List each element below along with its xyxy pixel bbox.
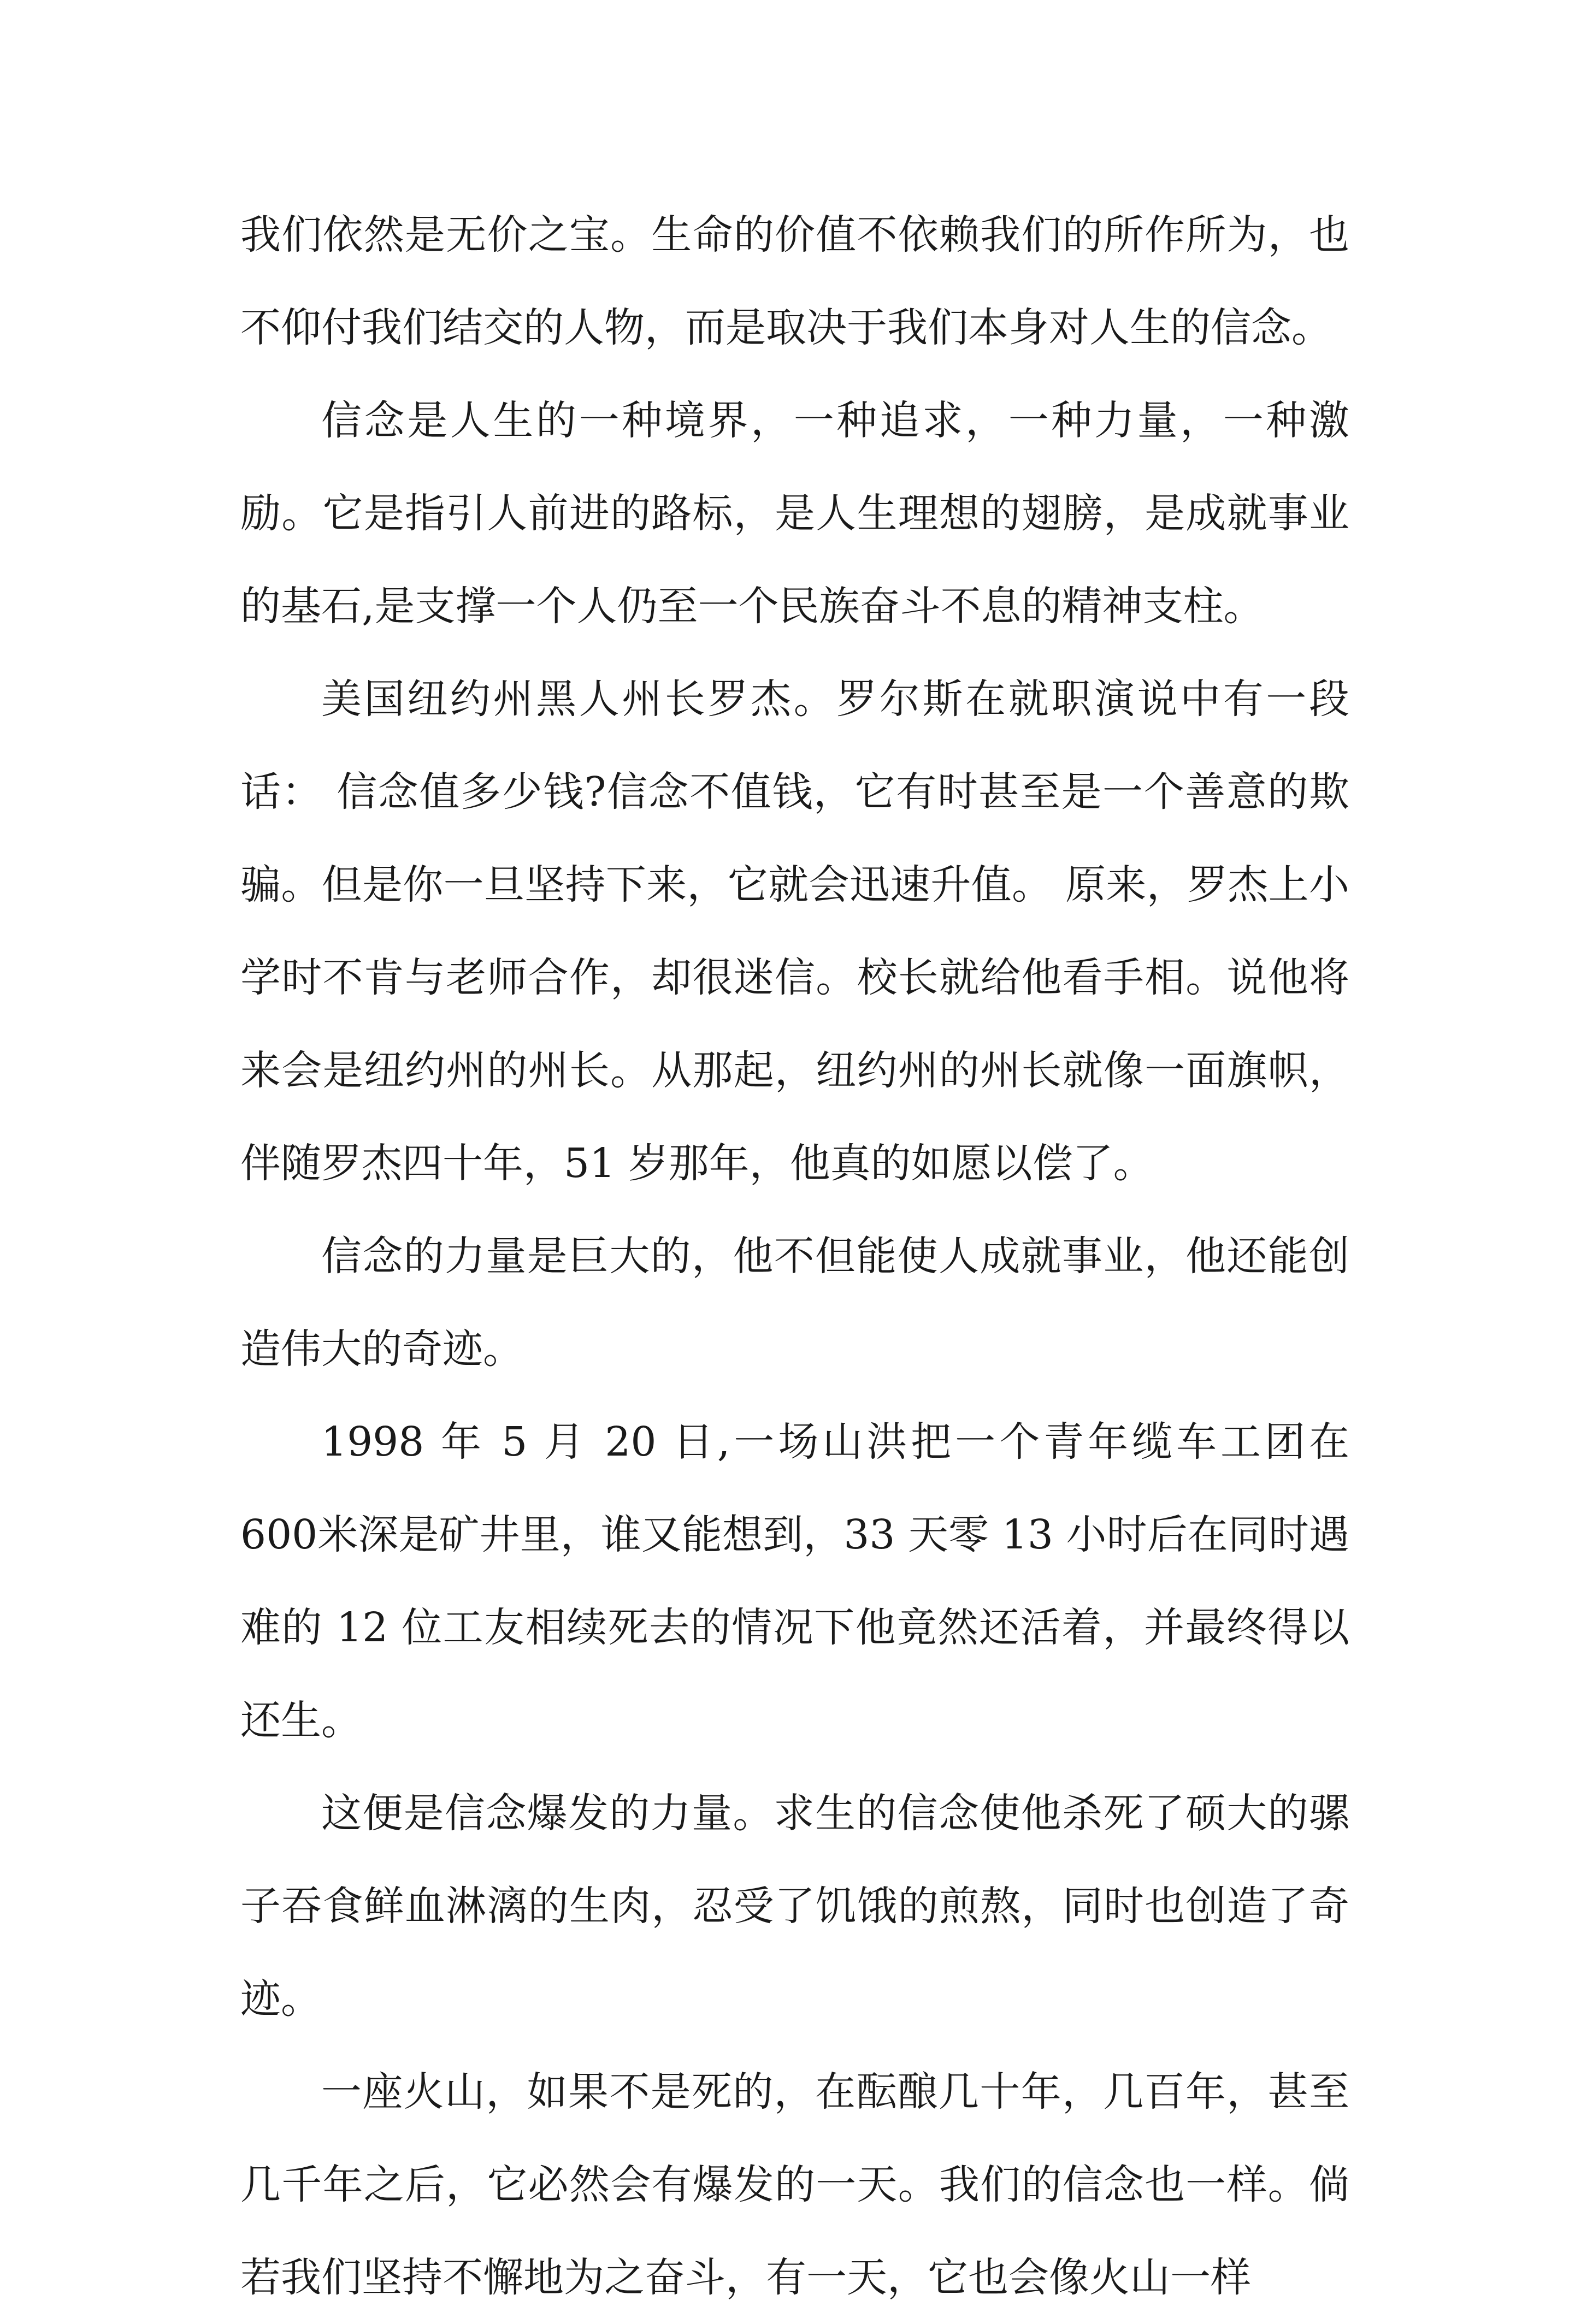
document-body [240, 188, 1349, 2324]
paragraph: 信念的力量是巨大的，他不但能使人成就事业，他还能创造伟大的奇迹。 [240, 1233, 1349, 1373]
paragraph: 信念是人生的一种境界，一种追求，一种力量，一种激励。它是指引人前进的路标，是人生理想的翅膀，是成就事业的基石,是支撑一个人仍至一个民族奋斗不息的精神支柱。 [240, 397, 1349, 630]
paragraph: 这便是信念爆发的力量。求生的信念使他杀死了硕大的骡子吞食鲜血淋漓的生肉，忍受了饥饿的煎熬，同时也创造了奇迹。 [240, 1790, 1349, 2023]
paragraph: 一座火山，如果不是死的，在酝酿几十年，几百年，甚至几千年之后，它必然会有爆发的一天。我们的信念也一样。倘若我们坚持不懈地为之奋斗，有一天，它也会像火山一样 [240, 2068, 1349, 2301]
paragraph: 美国纽约州黑人州长罗杰。罗尔斯在就职演说中有一段话： 信念值多少钱?信念不值钱，它有时甚至是一个善意的欺骗。但是你一旦坚持下来，它就会迅速升值。 原来，罗杰上小学时不肯与老师合作，却很迷信。校长就给他看手相。说他将来会是纽约州的州长。从那起，纽约州的州长就像一面旗帜，伴随罗杰四十年，51 岁那年，他真的如愿以偿了。 [240, 676, 1349, 1187]
paragraph: 我们依然是无价之宝。生命的价值不依赖我们的所作所为，也不仰付我们结交的人物，而是取决于我们本身对人生的信念。 [240, 211, 1349, 351]
paragraph: 1998 年 5 月 20 日,一场山洪把一个青年缆车工团在 600米深是矿井里，谁又能想到，33 天零 13 小时后在同时遇难的 12 位工友相续死去的情况下他竟然还活着，并最终得以还生。 [240, 1418, 1349, 1744]
